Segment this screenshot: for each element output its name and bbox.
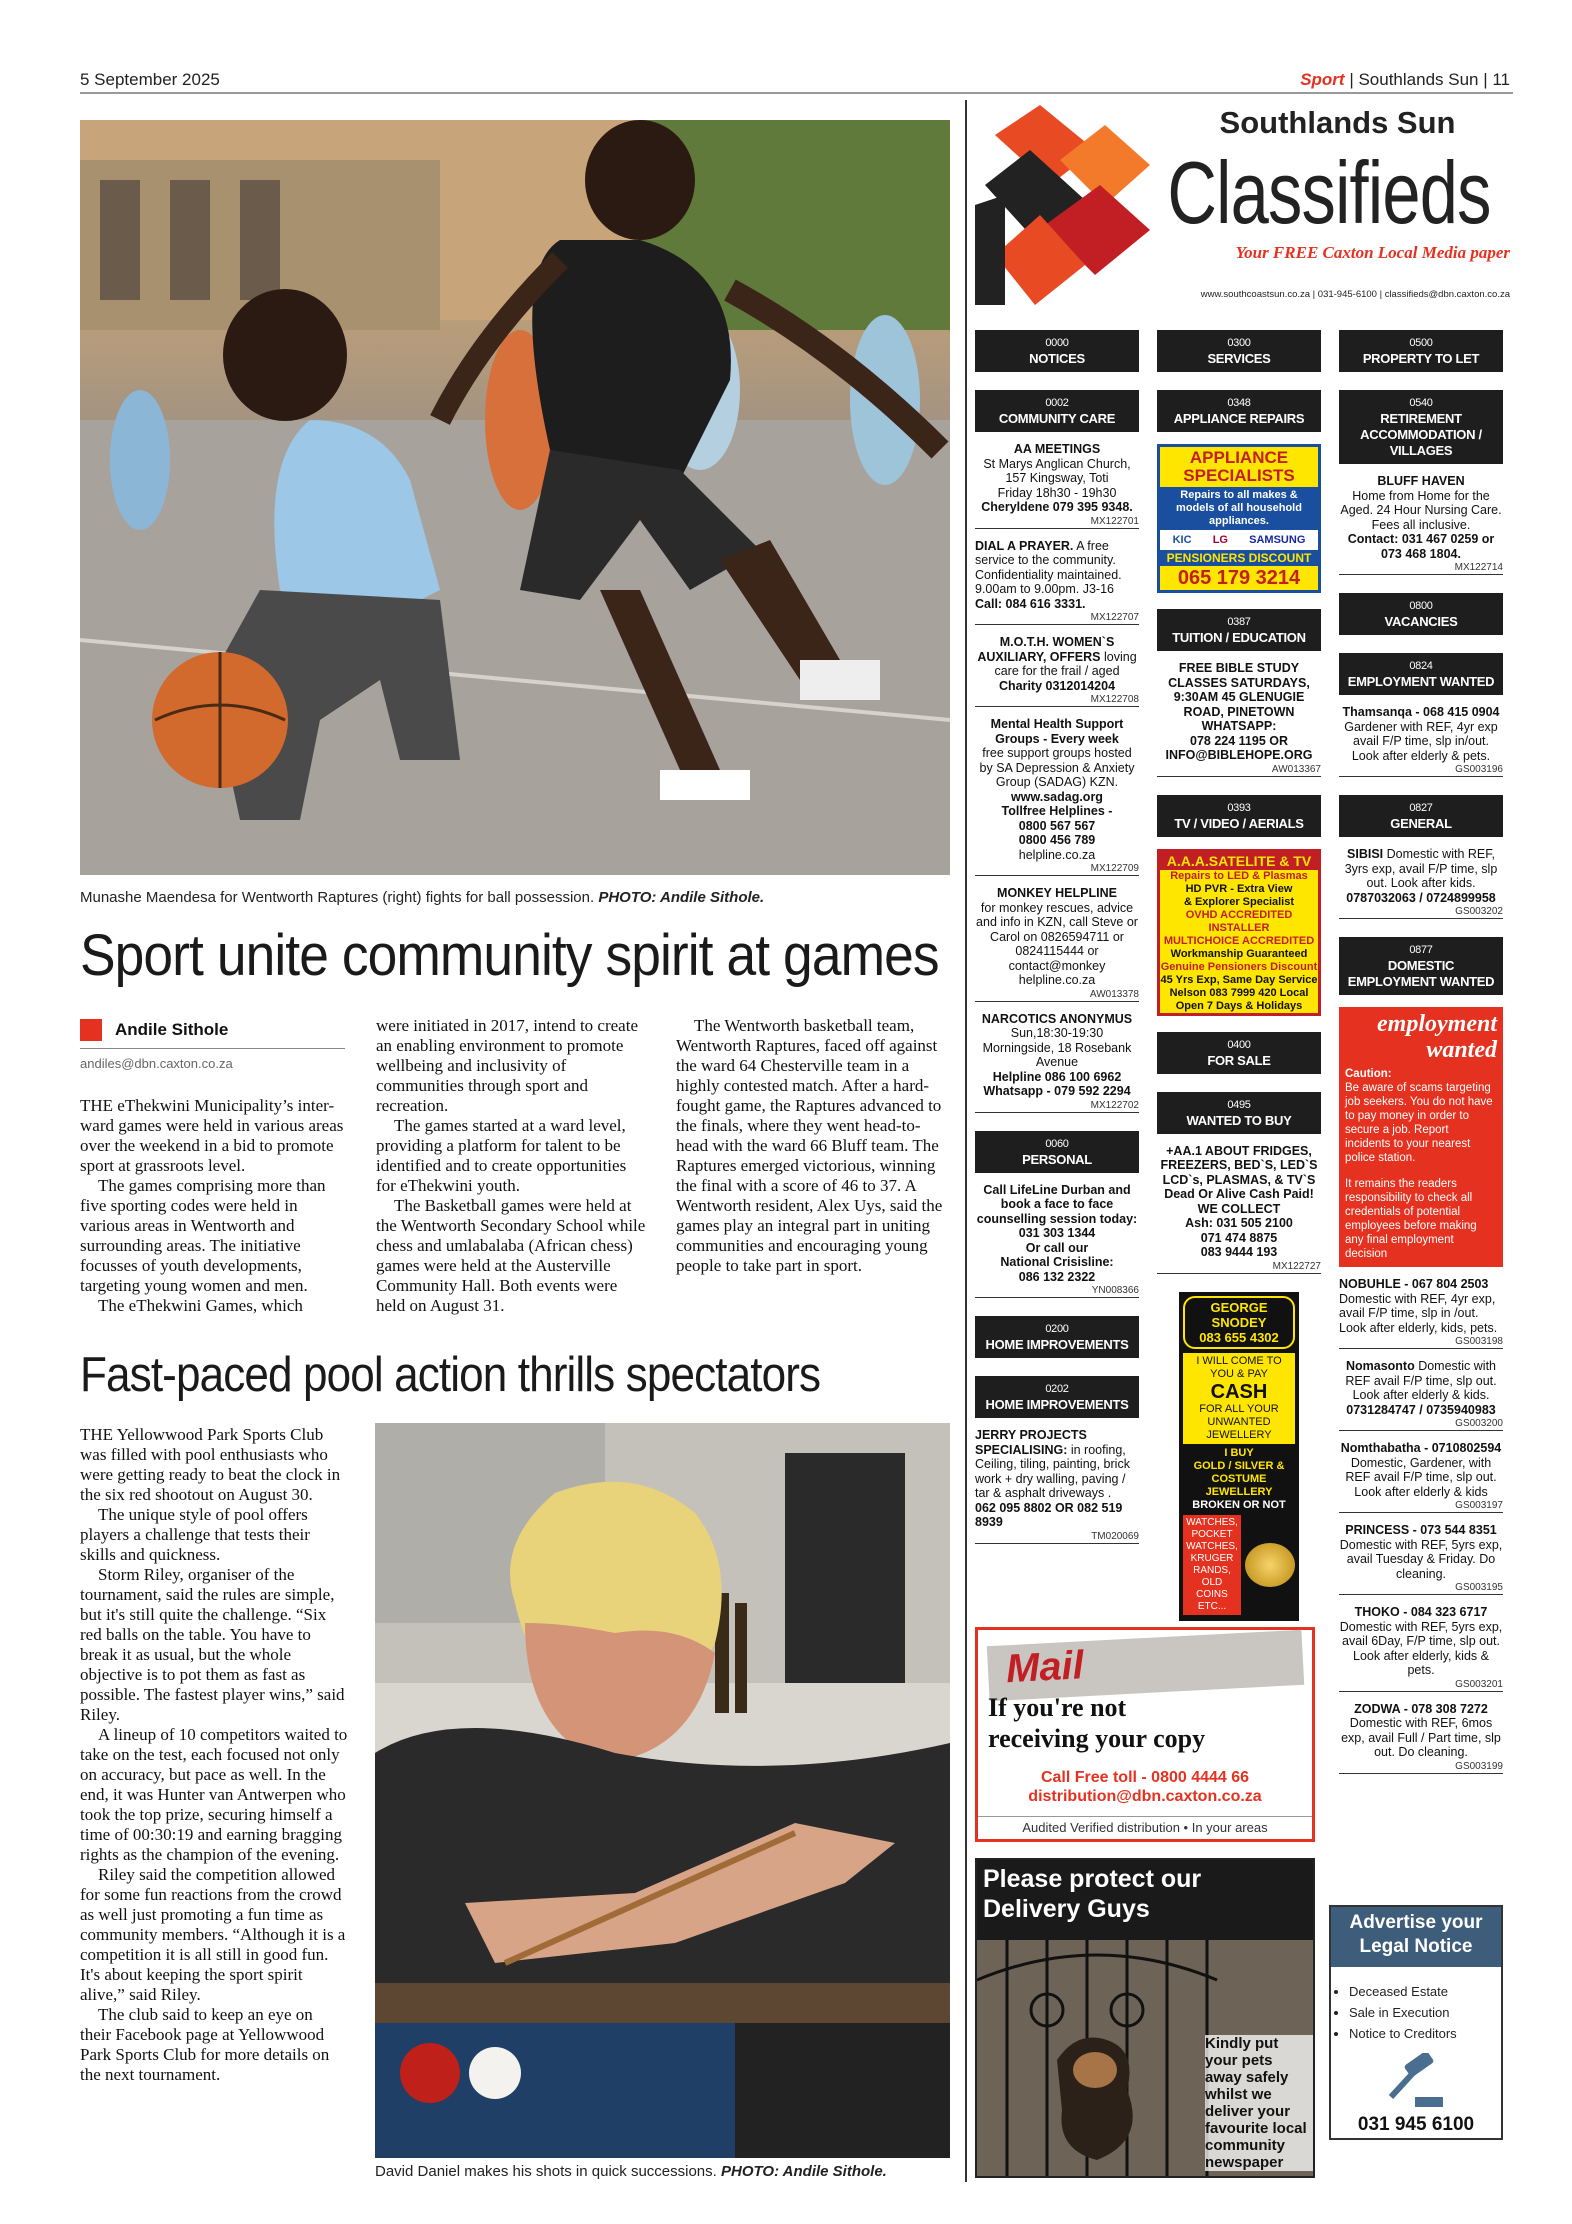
ad-reference: GS003199 (1339, 1761, 1503, 1774)
jewellery-icon (1245, 1543, 1295, 1587)
category-label: EMPLOYMENT WANTED (1347, 674, 1495, 689)
photo-caption (80, 889, 950, 906)
paragraph: Storm Riley, organiser of the tournament, said the rules are simple, but it's still quite the challenge. “Six red balls on the table. You have to break it as usual, but the whole objective is to pot them as fast as possible. The fastest player wins,” said Riley. (80, 1565, 345, 1724)
legal-title (1331, 1911, 1501, 1959)
legal-item: • Deceased Estate (1349, 1981, 1499, 2002)
section-name: Sport (1300, 70, 1345, 89)
byline-author: Andile Sithole (115, 1020, 229, 1039)
ad-reference: MX122727 (1157, 1261, 1321, 1274)
mail-line-2: receiving your copy (988, 1724, 1206, 1753)
snodey-broken: BROKEN OR NOT (1192, 1498, 1286, 1511)
photo-credit: PHOTO: Andile Sithole. (598, 889, 765, 906)
story2-body (80, 1425, 348, 2085)
legal-item: • Sale in Execution (1349, 2002, 1499, 2023)
delivery-message: Kindly put your pets away safely whilst we deliver your favourite local community newspaper (1205, 2035, 1313, 2171)
byline-marker (80, 1019, 102, 1041)
appliance-desc: Repairs to all makes & models of all household appliances. (1160, 487, 1318, 530)
ad-reference: MX122707 (975, 612, 1139, 625)
category-number: 0500 (1409, 337, 1433, 349)
byline-rule (80, 1048, 345, 1049)
classifieds-masthead (975, 105, 1510, 310)
satelite-line: Workmanship Guaranteed (1170, 947, 1308, 960)
legal-phone: 031 945 6100 (1357, 2114, 1475, 2135)
satelite-line: Nelson 083 7999 420 Local (1169, 986, 1309, 999)
satelite-line: 45 Yrs Exp, Same Day Service (1160, 973, 1318, 986)
category-number: 0202 (1045, 1383, 1069, 1395)
ad-reference: MX122709 (975, 863, 1139, 876)
classified-ad: Call LifeLine Durban and book a face to face counselling session today: 031 303 1344 Or call our National Crisisline: 086 132 2322 (976, 1182, 1138, 1284)
ad-reference: MX122714 (1339, 562, 1503, 575)
brand-name: Southlands Sun (1219, 105, 1456, 140)
ad-reference: GS003195 (1339, 1582, 1503, 1595)
category-number: 0827 (1409, 802, 1433, 814)
ad-reference: GS003201 (1339, 1679, 1503, 1692)
paper-name: | Southlands Sun | 11 (1349, 70, 1510, 89)
ad-reference: GS003197 (1339, 1500, 1503, 1513)
category-label: TUITION / EDUCATION (1172, 630, 1306, 645)
category-number: 0877 (1409, 944, 1433, 956)
ad-reference: GS003200 (1339, 1418, 1503, 1431)
category-number: 0200 (1045, 1323, 1069, 1335)
gavel-icon (1383, 2053, 1447, 2111)
category-header (1339, 795, 1503, 837)
emp-title: employment wanted (1377, 1011, 1497, 1063)
ad-reference: GS003198 (1339, 1336, 1503, 1349)
satelite-line: HD PVR - Extra View (1185, 882, 1293, 895)
classified-ad: Mental Health Support Groups - Every week free support groups hosted by SA Depression & Anxiety Group (SADAG) KZN. www.sadag.org Tollfree Helplines - 0800 567 567 0800 456 789 helpline.co.za (979, 717, 1135, 862)
basketball-photo (80, 120, 950, 875)
category-label: RETIREMENT ACCOMMODATION / VILLAGES (1360, 411, 1482, 458)
emp-text: Be aware of scams targeting job seekers. You do not have to pay money in order to secure a job. Report incidents to your nearest police station. (1345, 1082, 1493, 1164)
snodey-name: GEORGE SNODEY 083 655 4302 (1183, 1296, 1295, 1349)
headline-pool: Fast-paced pool action thrills spectators (80, 1348, 821, 1402)
category-header (1339, 653, 1503, 695)
header-rule (80, 92, 1513, 94)
employment-wanted-notice (1339, 1007, 1503, 1267)
satelite-title: A.A.A.SATELITE & TV (1160, 852, 1318, 870)
ad-reference: GS003202 (1339, 906, 1503, 919)
category-number: 0400 (1227, 1038, 1251, 1051)
satelite-tv-ad (1157, 849, 1321, 1016)
classified-ad: +AA.1 ABOUT FRIDGES, FREEZERS, BED`S, LED`S LCD`s, PLASMAS, & TV`S Dead Or Alive Cash Paid! WE COLLECT Ash: 031 505 2100 071 474 8875 083 9444 193 (1160, 1143, 1318, 1259)
category-label: HOME IMPROVEMENTS (985, 1337, 1129, 1352)
paragraph: THE eThekwini Municipality’s inter-ward games were held in various areas over the weekend in a bid to promote sport at grassroots level. (80, 1096, 344, 1175)
paragraph: The Wentworth basketball team, Wentworth Raptures, faced off against the ward 64 Chesterville team in a highly contested match. After a hard-fought game, the Raptures advanced to the finals, where they went head-to-head with the ward 66 Bluff team. The Raptures emerged victorious, winning the final with a score of 46 to 37. A Wentworth resident, Alex Uys, said the games play an integral part in uniting communities and encouraging young people to take part in sport. (676, 1016, 943, 1275)
paragraph: The club said to keep an eye on their Facebook page at Yellowwood Park Sports Club for more details on the next tournament. (80, 2005, 330, 2084)
category-number: 0495 (1227, 1098, 1251, 1111)
category-number: 0000 (1045, 337, 1069, 349)
ad-reference: YN008366 (975, 1285, 1139, 1298)
classified-ad: DIAL A PRAYER. A free service to the community. Confidentiality maintained. 9.00am to 9.00pm. J3-16 Call: 084 616 3331. (975, 538, 1122, 611)
category-label: PERSONAL (1022, 1151, 1092, 1167)
brand-logos: KIC LG SAMSUNG (1172, 534, 1306, 546)
category-header (1157, 795, 1321, 837)
issue-date: 5 September 2025 (80, 70, 220, 89)
category-header (1157, 1092, 1321, 1134)
snodey-buy: I BUY GOLD / SILVER & COSTUME JEWELLERY (1193, 1446, 1285, 1498)
page-folio (1300, 70, 1510, 90)
category-label: TV / VIDEO / AERIALS (1174, 815, 1304, 831)
category-label: GENERAL (1390, 816, 1452, 831)
paragraph: A lineup of 10 competitors waited to take on the test, each focused not only on accuracy, but pace as well. In the end, it was Hunter van Antwerpen who took the top prize, securing himself a time of 00:30:19 and earning bragging rights as the champion of the evening. (80, 1725, 348, 1864)
paragraph: The Basketball games were held at the Wentworth Secondary School while chess and umlabalaba (African chess) games were held at the Austerville Community Hall. Both events were held on August 31. (376, 1196, 646, 1315)
category-header (975, 1376, 1139, 1418)
ad-reference: GS003196 (1339, 764, 1503, 777)
classified-ad: AA MEETINGS St Marys Anglican Church, 157 Kingsway, Toti Friday 18h30 - 19h30 Cheryldene 079 395 9348. (981, 442, 1133, 514)
story1-column-3 (676, 1016, 948, 1276)
classifieds-column-2 (1157, 322, 1321, 1621)
ad-reference: MX122701 (975, 516, 1139, 529)
ad-reference: MX122702 (975, 1100, 1139, 1113)
classified-ad: FREE BIBLE STUDY CLASSES SATURDAYS, 9:30AM 45 GLENUGIE ROAD, PINETOWN WHATSAPP: 078 224 1195 OR INFO@BIBLEHOPE.ORG (1165, 661, 1313, 762)
story1-column-2 (376, 1016, 648, 1316)
category-label: DOMESTIC EMPLOYMENT WANTED (1347, 958, 1495, 989)
category-number: 0060 (1045, 1137, 1069, 1150)
headline-main: Sport unite community spirit at games (80, 923, 939, 988)
legal-title-line-2: Legal Notice (1359, 1936, 1473, 1957)
paragraph: were initiated in 2017, intend to create an enabling environment to promote wellbeing and inclusivity of communities through sport and recreation. (376, 1016, 638, 1115)
category-label: VACANCIES (1384, 614, 1458, 629)
emp-text-2: It remains the readers responsibility to check all credentials of potential employees before making any final employment decision (1345, 1178, 1477, 1260)
snodey-items: WATCHES, POCKET WATCHES, KRUGER RANDS, OLD COINS ETC... (1183, 1515, 1241, 1615)
story1-column-1 (80, 1096, 345, 1316)
paragraph: The games started at a ward level, providing a platform for talent to be identified and to create opportunities for eThekwini youth. (376, 1116, 627, 1195)
mail-line-1: If you're not (988, 1693, 1127, 1722)
classifieds-title: Classifieds (1167, 143, 1491, 242)
satelite-line: Open 7 Days & Holidays (1175, 999, 1303, 1012)
george-snodey-ad (1179, 1292, 1299, 1621)
appliance-phone: 065 179 3214 (1160, 566, 1318, 590)
emp-caution: Caution: (1345, 1068, 1392, 1080)
category-header (975, 390, 1139, 432)
legal-items (1349, 1981, 1499, 2044)
caption-text: Munashe Maendesa for Wentworth Raptures (right) fights for ball possession. (80, 889, 595, 906)
satelite-line: OVHD ACCREDITED INSTALLER (1185, 908, 1293, 934)
category-header (975, 330, 1139, 372)
classified-ad: M.O.T.H. WOMEN`S AUXILIARY, OFFERS loving care for the frail / aged Charity 0312014204 (977, 635, 1137, 693)
column-divider (965, 100, 967, 2182)
pool-photo (375, 1423, 950, 2158)
category-label: NOTICES (1029, 351, 1085, 366)
category-header (975, 1131, 1139, 1173)
delivery-title: Please protect our Delivery Guys (983, 1865, 1202, 1923)
category-number: 0002 (1045, 397, 1069, 409)
paragraph: The unique style of pool offers players a challenge that tests their skills and quickness. (80, 1505, 310, 1564)
satelite-line: & Explorer Specialist (1183, 895, 1295, 908)
satelite-line: Genuine Pensioners Discount (1160, 960, 1318, 973)
category-label: FOR SALE (1207, 1052, 1271, 1068)
ad-reference: TM020069 (975, 1531, 1139, 1544)
category-label: SERVICES (1207, 351, 1271, 366)
category-header (1339, 330, 1503, 372)
photo-credit: PHOTO: Andile Sithole. (721, 2163, 887, 2180)
classified-ad: Nomthabatha - 0710802594 Domestic, Gardener, with REF avail F/P time, slp out. Look after elderly & kids (1340, 1441, 1502, 1499)
category-header (1339, 937, 1503, 995)
ad-reference: MX122708 (975, 694, 1139, 707)
satelite-line: Repairs to LED & Plasmas (1170, 869, 1308, 882)
category-number: 0300 (1227, 337, 1251, 349)
category-number: 0540 (1409, 397, 1433, 409)
category-number: 0393 (1227, 801, 1251, 814)
category-label: COMMUNITY CARE (998, 411, 1116, 426)
category-label: APPLIANCE REPAIRS (1173, 411, 1305, 426)
classifieds-tagline: Your FREE Caxton Local Media paper (1235, 243, 1510, 262)
appliance-specialists-ad (1157, 444, 1321, 593)
mail-contact (978, 1768, 1312, 1806)
category-header (1339, 390, 1503, 464)
mail-masthead: Mail (1004, 1643, 1085, 1692)
delivery-guys-ad (975, 1858, 1315, 2178)
newspaper-graphic (987, 1630, 1304, 1701)
paragraph: THE Yellowwood Park Sports Club was filled with pool enthusiasts who were getting ready to beat the clock in the six red shootout on August 30. (80, 1425, 341, 1504)
ad-reference: AW013378 (975, 989, 1139, 1002)
classified-ad: Thamsanqa - 068 415 0904 Gardener with REF, 4yr exp avail F/P time, slp in/out. Look after elderly & pets. (1342, 705, 1500, 763)
legal-item: • Notice to Creditors (1349, 2023, 1499, 2044)
snodey-offer: I WILL COME TO YOU & PAY CASH FOR ALL YOUR UNWANTED JEWELLERY (1183, 1353, 1295, 1444)
category-header (975, 1316, 1139, 1358)
classifieds-column-3 (1339, 322, 1503, 1784)
ad-reference: AW013367 (1157, 764, 1321, 777)
classified-ad: ZODWA - 078 308 7272 Domestic with REF, 6mos exp, avail Full / Part time, slp out. Do cleaning. (1341, 1701, 1501, 1759)
classified-ad: MONKEY HELPLINE for monkey rescues, advice and info in KZN, call Steve or Carol on 0826594711 or 0824115444 or contact@monkey helpline.co.za (976, 886, 1138, 987)
mail-distribution-ad (975, 1627, 1315, 1842)
author-email: andiles@dbn.caxton.co.za (80, 1056, 233, 1071)
mail-message (988, 1692, 1303, 1754)
classifieds-logo-icon (975, 105, 1165, 310)
category-number: 0800 (1409, 600, 1433, 612)
pool-caption (375, 2163, 950, 2180)
classified-ad: NOBUHLE - 067 804 2503 Domestic with REF, 4yr exp, avail F/P time, slp in /out. Look after elderly, kids, pets. (1339, 1277, 1498, 1335)
category-header (1339, 593, 1503, 635)
classified-ad: SIBISI Domestic with REF, 3yrs exp, avail F/P time, slp out. Look after kids. 0787032063 / 0724899958 (1344, 847, 1498, 905)
satelite-line: MULTICHOICE ACCREDITED (1163, 934, 1315, 947)
category-header (1157, 390, 1321, 432)
classified-ad: PRINCESS - 073 544 8351 Domestic with REF, 5yrs exp, avail Tuesday & Friday. Do cleaning. (1339, 1523, 1503, 1581)
appliance-discount: PENSIONERS DISCOUNT (1160, 550, 1318, 566)
classified-ad: Nomasonto Domestic with REF avail F/P time, slp out. Look after elderly & kids. 0731284747 / 0735940983 (1345, 1359, 1497, 1417)
category-header (1157, 609, 1321, 651)
category-number: 0387 (1227, 616, 1251, 628)
appliance-title: APPLIANCE SPECIALISTS (1160, 447, 1318, 487)
category-label: HOME IMPROVEMENTS (985, 1397, 1129, 1412)
legal-notice-ad (1329, 1905, 1503, 2140)
legal-title-line-1: Advertise your (1349, 1912, 1483, 1933)
category-header (1157, 330, 1321, 372)
category-label: PROPERTY TO LET (1362, 351, 1480, 366)
category-label: WANTED TO BUY (1186, 1112, 1292, 1128)
paragraph: The games comprising more than five sporting codes were held in various areas in Wentworth and surrounding areas. The initiative focusses of youth developments, targeting young women and men. (80, 1176, 326, 1295)
classified-ad: BLUFF HAVEN Home from Home for the Aged. 24 Hour Nursing Care. Fees all inclusive. Contact: 031 467 0259 or 073 468 1804. (1340, 474, 1502, 561)
classified-ad: THOKO - 084 323 6717 Domestic with REF, 5yrs exp, avail 6Day, F/P time, slp out. Look after elderly, kids & pets. (1339, 1605, 1503, 1677)
category-header (1157, 1032, 1321, 1074)
category-number: 0824 (1409, 660, 1433, 672)
classified-ad: NARCOTICS ANONYMUS Sun,18:30-19:30 Morningside, 18 Rosebank Avenue Helpline 086 100 6962 Whatsapp - 079 592 2294 (981, 1011, 1133, 1098)
classifieds-column-1 (975, 322, 1139, 1554)
mail-footer: Audited Verified distribution • In your areas (978, 1816, 1312, 1839)
mail-email: distribution@dbn.caxton.co.za (1028, 1788, 1262, 1805)
classified-ad: JERRY PROJECTS SPECIALISING: in roofing, Ceiling, tiling, painting, brick work + dry walling, paving / tar & asphalt driveways . 062 095 8802 OR 082 519 8939 (975, 1428, 1130, 1529)
paragraph: Riley said the competition allowed for some fun reactions from the crowd as well just promoting a fun time as community members. “Although it is a competition it is all still in good fun. It's about keeping the sport spirit alive,” said Riley. (80, 1865, 346, 2004)
mail-phone: Call Free toll - 0800 4444 66 (1040, 1769, 1250, 1786)
category-number: 0348 (1227, 397, 1251, 409)
paragraph: The eThekwini Games, which (98, 1296, 303, 1315)
classifieds-contact: www.southcoastsun.co.za | 031-945-6100 | classifieds@dbn.caxton.co.za (1200, 289, 1510, 300)
caption-text: David Daniel makes his shots in quick successions. (375, 2163, 717, 2180)
